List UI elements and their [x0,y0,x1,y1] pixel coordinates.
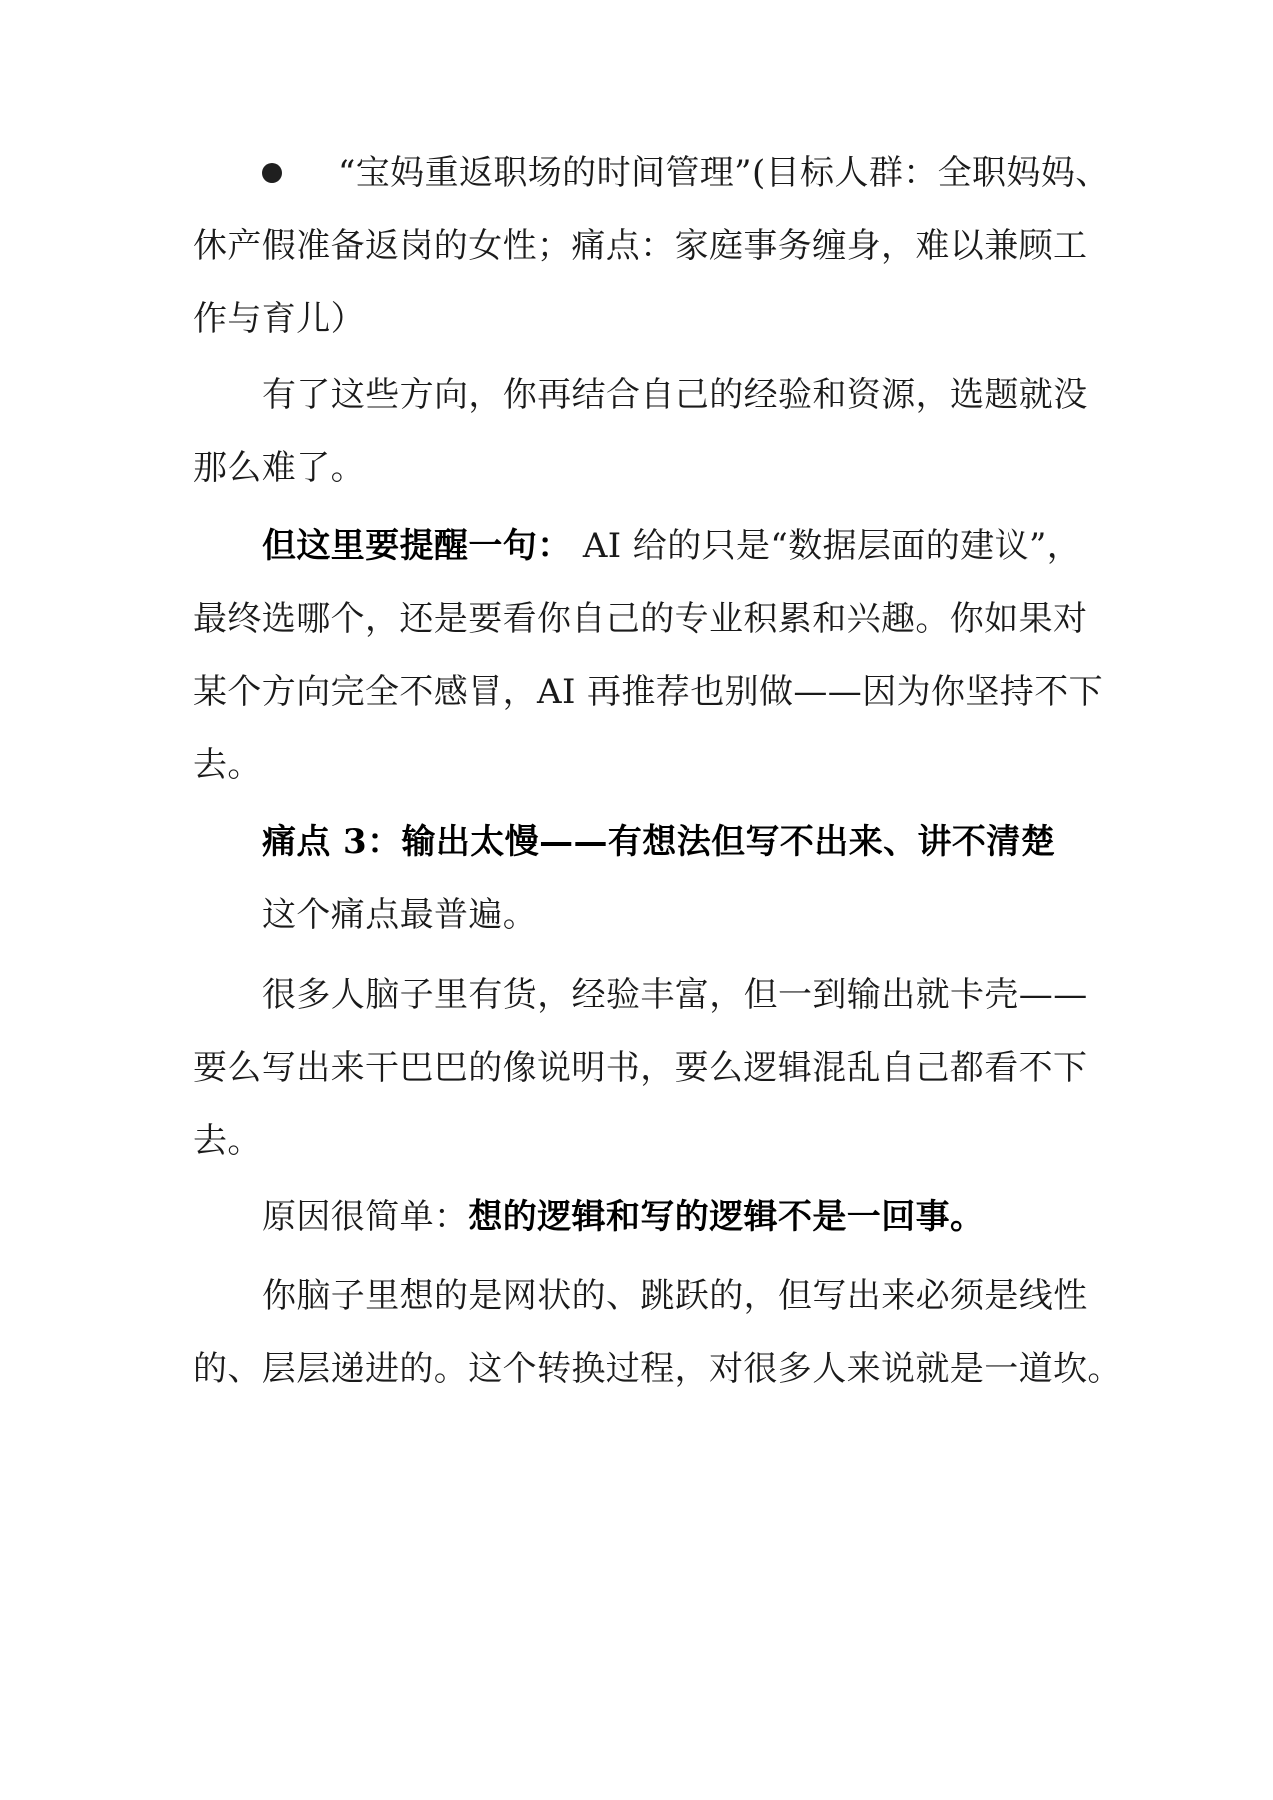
reason-line [262,1197,984,1237]
directions-line-2: 那么难了。 [193,448,365,488]
reason-lead: 原因很简单： [262,1197,469,1237]
brain-line-2: 的、层层递进的。这个转换过程，对很多人来说就是一道坎。 [193,1349,1122,1389]
section-heading: 痛点 3：输出太慢——有想法但写不出来、讲不清楚 [262,822,1056,862]
many-line-1: 很多人脑子里有货，经验丰富，但一到输出就卡壳—— [262,975,1088,1015]
many-line-3: 去。 [193,1121,262,1161]
bullet-line-3: 作与育儿） [193,299,365,339]
bullet-line-2: 休产假准备返岗的女性；痛点：家庭事务缠身，难以兼顾工 [193,226,1088,266]
many-line-2: 要么写出来干巴巴的像说明书，要么逻辑混乱自己都看不下 [193,1048,1088,1088]
reminder-line-4: 去。 [193,745,262,785]
reminder-line-3: 某个方向完全不感冒，AI 再推荐也别做——因为你坚持不下 [193,672,1103,712]
reason-bold-text: 想的逻辑和写的逻辑不是一回事。 [468,1197,985,1237]
bullet-line-1: “宝妈重返职场的时间管理”(目标人群：全职妈妈、 [338,153,1110,193]
reminder-line-1-text: AI 给的只是“数据层面的建议”， [571,526,1082,566]
common-paragraph: 这个痛点最普遍。 [262,895,538,935]
reminder-line-1 [262,526,1081,566]
reminder-line-2: 最终选哪个，还是要看你自己的专业积累和兴趣。你如果对 [193,599,1088,639]
bullet-dot-icon [262,163,282,183]
reminder-bold-lead: 但这里要提醒一句： [262,526,572,566]
brain-line-1: 你脑子里想的是网状的、跳跃的，但写出来必须是线性 [262,1276,1088,1316]
directions-line-1: 有了这些方向，你再结合自己的经验和资源，选题就没 [262,375,1088,415]
